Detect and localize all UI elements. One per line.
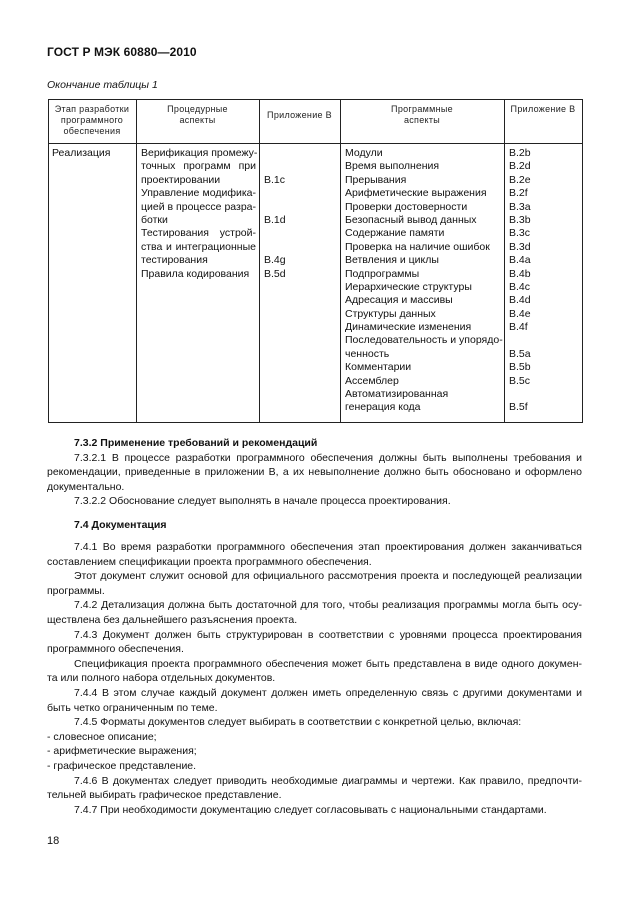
paragraph-line: составлением спецификации проекта программного обеспечения. [47, 555, 372, 568]
header-procedural: Процедурные аспекты [167, 104, 228, 125]
paragraph-line: тельней выбирать графическое представление. [47, 789, 282, 802]
table-border-left [48, 99, 49, 423]
section-heading: 7.4 Документация [74, 519, 167, 531]
paragraph-line: 7.4.3 Документ должен быть структурирован в соответствии с уровнями процесса проектирования [74, 628, 582, 641]
procedural-cell: Верификация промежу- точных программ при проектировании Управление модифика- цией в процессе разра- ботки Тестирования устрой- ства и интеграционные тестирования Правила кодирования [141, 147, 258, 280]
col-divider [340, 99, 341, 423]
section-7-4-body [47, 540, 582, 817]
col-divider [259, 99, 260, 423]
col-divider [504, 99, 505, 423]
list-item: - словесное описание; [47, 730, 157, 743]
table-border-right [582, 99, 583, 423]
paragraph-line: 7.4.5 Форматы документов следует выбирать в соответствии с конкретной целью, включая: [74, 716, 522, 729]
paragraph-line: ществлена без дальнейшего разъяснения проекта. [47, 613, 298, 626]
table-header-divider [48, 143, 583, 144]
header-software: Программные аспекты [391, 104, 453, 125]
procedural-refs-cell: B.1c B.1d B.4g B.5d [264, 173, 286, 280]
paragraph-line: 7.4.7 При необходимости документацию следует согласовывать с национальными стандартами. [74, 803, 547, 816]
paragraph-line: документально. [47, 480, 125, 493]
table-border-bottom [48, 422, 583, 423]
paragraph-line: Этот документ служит основой для официального рассмотрения проекта и последующей реализации [74, 570, 582, 583]
paragraph-line: 7.4.1 Во время разработки программного обеспечения этап проектирования должен заканчиваться [74, 541, 582, 553]
paragraph-line: 7.4.2 Детализация должна быть достаточной для того, чтобы реализация программы могла быть осу- [74, 599, 582, 612]
section-7-3-2 [47, 436, 582, 509]
paragraph-line: программного обеспечения. [47, 643, 184, 656]
paragraph-line: рекомендации, приведенные в приложении В, а их невыполнение должно быть обосновано и оформлено [47, 466, 582, 479]
document-header: ГОСТ Р МЭК 60880—2010 [47, 45, 197, 59]
list-item: - арифметические выражения; [47, 745, 197, 758]
table-border-top [48, 99, 583, 100]
header-appendix-b: Приложение В [267, 110, 332, 120]
paragraph-line: 7.3.2.2 Обоснование следует выполнять в начале процесса проектирования. [74, 495, 451, 508]
list-item: - графическое представление. [47, 759, 197, 772]
col-divider [136, 99, 137, 423]
software-refs-cell: B.2b B.2d B.2e B.2f B.3a B.3b B.3c B.3d B.4a B.4b B.4c B.4d B.4e B.4f B.5a B.5b B.5c B.5f [509, 147, 531, 414]
section-heading: 7.3.2 Применение требований и рекомендаций [74, 437, 318, 449]
paragraph-line: программы. [47, 584, 105, 597]
header-stage: Этап разработки программного обеспечения [54, 104, 130, 136]
stage-cell: Реализация [52, 147, 111, 159]
paragraph-line: 7.3.2.1 В процессе разработки программного обеспечения должны быть выполнены требования и [74, 451, 582, 464]
section-7-4 [47, 518, 582, 533]
software-cell: Модули Время выполнения Прерывания Арифметические выражения Проверки достоверности Безопасный вывод данных Содержание памяти Проверка на наличие ошибок Ветвления и циклы Подпрограммы Иерархические структуры Адресация и массивы Структуры данных Динамические изменения Последовательность и упорядо- ченность Комментарии Ассемблер Автоматизированная генерация кода [345, 147, 503, 414]
paragraph-line: быть четко ограниченным по теме. [47, 701, 218, 714]
table-1 [48, 99, 583, 423]
table-caption: Окончание таблицы 1 [47, 79, 158, 91]
paragraph-line: 7.4.4 В этом случае каждый документ должен иметь определенную связь с другими документами и [74, 686, 582, 699]
paragraph-line: 7.4.6 В документах следует приводить необходимые диаграммы и чертежи. Как правило, предпочти- [74, 774, 582, 787]
page-number: 18 [47, 835, 60, 847]
paragraph-line: та или полного набора отдельных документов. [47, 672, 276, 685]
header-appendix-b: Приложение В [510, 104, 576, 114]
paragraph-line: Спецификация проекта программного обеспечения может быть представлена в виде одного докумен- [74, 657, 582, 670]
